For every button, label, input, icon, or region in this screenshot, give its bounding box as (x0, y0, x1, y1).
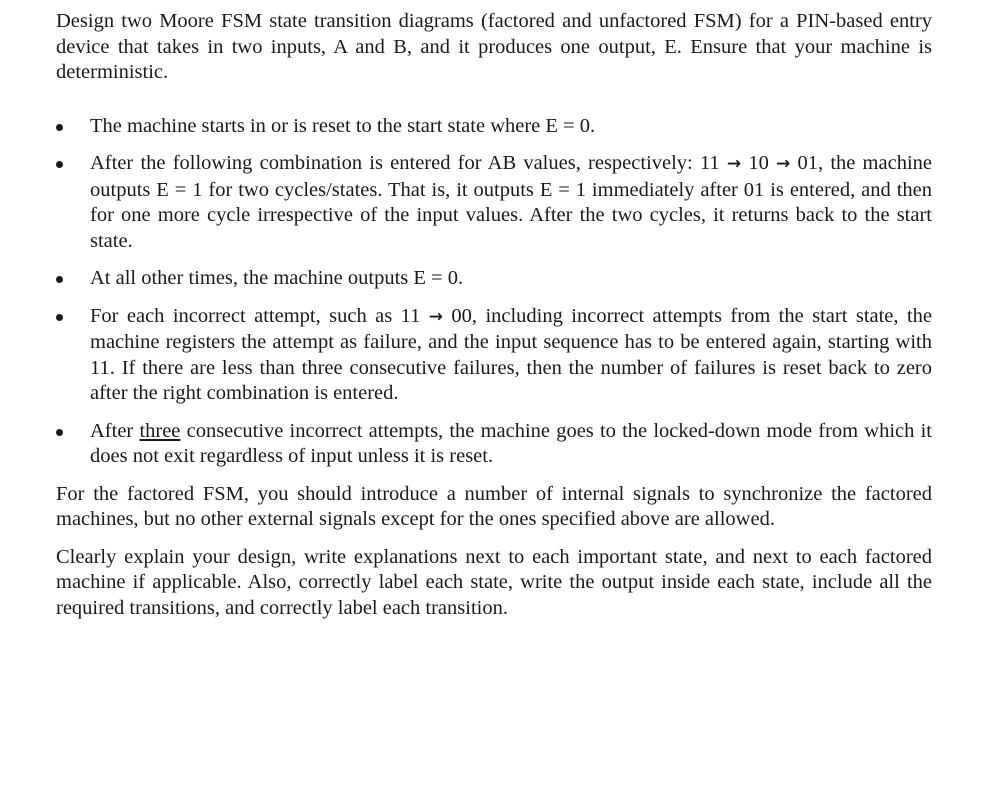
text-segment: consecutive incorrect attempts, the machine goes to the locked-down mode from which it does not exit regardless of input unless it is reset. (90, 419, 932, 467)
list-item-text (90, 152, 932, 252)
text-segment: 00, including incorrect attempts from the start state, the machine registers the attempt as failure, and the input sequence has to be entered again, starting with 11. If there are less than three consecutive failures, then the number of failures is reset back to zero after the right combination is entered. (90, 304, 932, 404)
text-segment: 10 (741, 152, 777, 174)
list-item-lockdown (56, 419, 932, 470)
bullet-icon (56, 429, 63, 436)
bullet-icon (56, 124, 63, 131)
right-arrow-icon: → (776, 154, 791, 174)
list-item-other-times (56, 266, 932, 292)
list-item-text: At all other times, the machine outputs E = 0. (90, 267, 464, 289)
factored-fsm-paragraph: For the factored FSM, you should introduce a number of internal signals to synchronize the factored machines, but no other external signals except for the ones specified above are allowed. (56, 482, 932, 530)
intro-paragraph: Design two Moore FSM state transition diagrams (factored and unfactored FSM) for a PIN-based entry device that takes in two inputs, A and B, and it produces one output, E. Ensure that your machine is deterministic. (56, 10, 932, 83)
list-item-text (90, 420, 932, 468)
bullet-icon (56, 276, 63, 283)
bullet-icon (56, 314, 63, 321)
right-arrow-icon: → (428, 306, 443, 327)
list-item-text (90, 305, 932, 405)
text-segment: After (90, 419, 140, 442)
requirements-list (56, 114, 932, 470)
list-item-combination (56, 151, 932, 254)
document-body (56, 9, 932, 633)
list-item-incorrect-attempt (56, 304, 932, 407)
underlined-word: three (139, 419, 181, 442)
text-segment: For each incorrect attempt, such as 11 (90, 304, 429, 327)
text-segment: 01, the machine outputs E = 1 for two cycles/states. That is, it outputs E = 1 immediately after 01 is entered, and then for one more cycle irrespective of the input values. After the two cycles, it returns back to the start state. (90, 152, 932, 252)
explanation-paragraph: Clearly explain your design, write explanations next to each important state, and next to each factored machine if applicable. Also, correctly label each state, write the output inside each state, include all the required transitions, and correctly label each transition. (56, 545, 932, 619)
list-item-start-state (56, 114, 932, 140)
text-segment: After the following combination is entered for AB values, respectively: 11 (90, 152, 727, 174)
bullet-icon (56, 161, 63, 168)
list-item-text: The machine starts in or is reset to the start state where E = 0. (90, 114, 596, 137)
right-arrow-icon: → (726, 154, 742, 174)
